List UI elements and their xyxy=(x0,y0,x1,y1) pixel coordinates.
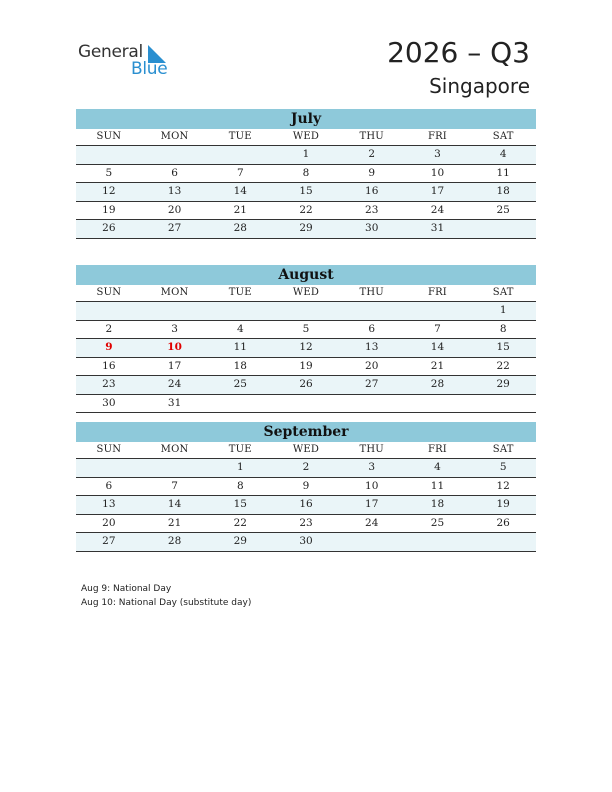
weekday-label: MON xyxy=(160,287,189,298)
day-cell: 5 xyxy=(105,166,113,179)
day-cell: 14 xyxy=(233,185,247,197)
day-cell: 11 xyxy=(496,166,510,179)
month-header: September xyxy=(76,422,536,442)
holiday-note: Aug 10: National Day (substitute day) xyxy=(81,598,252,608)
empty-day-cell xyxy=(273,395,339,413)
weekday-label: THU xyxy=(359,131,384,142)
month-september xyxy=(76,422,536,552)
weekday-label: SUN xyxy=(96,287,122,298)
weekday-label: SAT xyxy=(492,444,514,455)
week-row xyxy=(76,339,536,358)
week-row xyxy=(76,146,536,165)
day-cell: 5 xyxy=(302,322,310,335)
empty-day-cell xyxy=(405,533,471,551)
day-cell: 7 xyxy=(171,479,178,492)
empty-day-cell xyxy=(142,146,208,164)
weekday-label: TUE xyxy=(228,131,252,142)
empty-day-cell xyxy=(207,395,273,413)
week-row xyxy=(76,321,536,340)
generalblue-logo xyxy=(78,42,188,82)
weekday-header-row xyxy=(76,129,536,146)
day-cell: 6 xyxy=(105,479,113,492)
day-cell: 10 xyxy=(167,341,182,353)
day-cell: 7 xyxy=(434,322,441,335)
empty-day-cell xyxy=(76,146,142,164)
day-cell: 30 xyxy=(102,396,116,409)
empty-day-cell xyxy=(405,395,471,413)
day-cell: 27 xyxy=(102,535,116,547)
day-cell: 7 xyxy=(236,166,244,179)
week-row xyxy=(76,220,536,239)
day-cell: 19 xyxy=(102,203,116,216)
day-cell: 21 xyxy=(233,203,247,216)
day-cell: 16 xyxy=(365,185,379,197)
month-august xyxy=(76,265,536,413)
weekday-header-row xyxy=(76,442,536,459)
day-cell: 26 xyxy=(102,222,116,234)
day-cell: 10 xyxy=(430,166,445,179)
logo-text-general: General xyxy=(78,42,143,62)
day-cell: 3 xyxy=(368,461,376,473)
day-cell: 14 xyxy=(430,341,445,353)
day-cell: 28 xyxy=(233,222,247,234)
empty-day-cell xyxy=(207,146,273,164)
day-cell: 24 xyxy=(167,378,182,390)
day-cell: 9 xyxy=(368,166,376,179)
holiday-note: Aug 9: National Day xyxy=(81,584,172,594)
day-cell: 17 xyxy=(365,498,379,510)
day-cell: 22 xyxy=(299,203,313,216)
weekday-label: WED xyxy=(292,287,320,298)
empty-day-cell xyxy=(339,533,405,551)
empty-day-cell xyxy=(339,302,405,320)
weekday-label: MON xyxy=(160,131,189,142)
day-cell: 1 xyxy=(302,148,310,160)
day-cell: 5 xyxy=(499,461,507,473)
day-cell: 26 xyxy=(496,516,510,529)
day-cell: 25 xyxy=(233,378,247,390)
day-cell: 2 xyxy=(368,148,376,160)
day-cell: 6 xyxy=(368,322,376,335)
day-cell: 3 xyxy=(171,322,178,335)
month-header: July xyxy=(76,109,536,129)
day-cell: 17 xyxy=(430,185,445,197)
empty-day-cell xyxy=(207,302,273,320)
day-cell: 16 xyxy=(102,359,116,372)
weekday-label: SUN xyxy=(96,131,122,142)
day-cell: 13 xyxy=(102,498,116,510)
day-cell: 25 xyxy=(496,203,510,216)
day-cell: 25 xyxy=(430,516,445,529)
week-row xyxy=(76,459,536,478)
day-cell: 26 xyxy=(299,378,313,390)
day-cell: 23 xyxy=(299,516,313,529)
day-cell: 20 xyxy=(102,516,116,529)
day-cell: 23 xyxy=(365,203,379,216)
day-cell: 21 xyxy=(430,359,445,372)
day-cell: 2 xyxy=(302,461,310,473)
day-cell: 14 xyxy=(167,498,182,510)
empty-day-cell xyxy=(76,459,142,477)
day-cell: 24 xyxy=(430,203,445,216)
day-cell: 9 xyxy=(302,479,310,492)
day-cell: 29 xyxy=(233,535,247,547)
weekday-label: FRI xyxy=(427,287,447,298)
holiday-notes xyxy=(81,582,251,610)
day-cell: 12 xyxy=(102,185,116,197)
week-row xyxy=(76,533,536,552)
day-cell: 9 xyxy=(105,341,113,353)
day-cell: 17 xyxy=(167,359,182,372)
day-cell: 1 xyxy=(236,461,244,473)
weekday-label: TUE xyxy=(228,444,252,455)
day-cell: 8 xyxy=(302,166,310,179)
weekday-label: THU xyxy=(359,444,384,455)
day-cell: 30 xyxy=(299,535,313,547)
day-cell: 4 xyxy=(499,148,507,160)
day-cell: 20 xyxy=(167,203,182,216)
day-cell: 27 xyxy=(167,222,182,234)
day-cell: 15 xyxy=(299,185,313,197)
empty-day-cell xyxy=(470,395,536,413)
week-row xyxy=(76,358,536,377)
weekday-label: FRI xyxy=(427,131,447,142)
day-cell: 13 xyxy=(365,341,379,353)
weekday-label: SUN xyxy=(96,444,122,455)
logo-text-blue: Blue xyxy=(131,59,168,79)
weekday-label: THU xyxy=(359,287,384,298)
day-cell: 2 xyxy=(105,322,113,335)
day-cell: 18 xyxy=(430,498,445,510)
weekday-label: SAT xyxy=(492,287,514,298)
month-header: August xyxy=(76,265,536,285)
day-cell: 19 xyxy=(299,359,313,372)
day-cell: 15 xyxy=(496,341,510,353)
day-cell: 31 xyxy=(167,396,182,409)
day-cell: 29 xyxy=(299,222,313,234)
week-row xyxy=(76,478,536,497)
empty-day-cell xyxy=(76,302,142,320)
week-row xyxy=(76,395,536,414)
weekday-label: WED xyxy=(292,444,320,455)
day-cell: 1 xyxy=(499,304,507,316)
day-cell: 28 xyxy=(167,535,182,547)
page-title: 2026 – Q3 xyxy=(387,36,530,69)
empty-day-cell xyxy=(470,533,536,551)
week-row xyxy=(76,496,536,515)
week-row xyxy=(76,165,536,184)
day-cell: 12 xyxy=(496,479,510,492)
day-cell: 11 xyxy=(430,479,445,492)
day-cell: 3 xyxy=(434,148,441,160)
day-cell: 20 xyxy=(365,359,379,372)
day-cell: 19 xyxy=(496,498,510,510)
day-cell: 13 xyxy=(167,185,182,197)
day-cell: 22 xyxy=(233,516,247,529)
weekday-label: SAT xyxy=(492,131,514,142)
day-cell: 28 xyxy=(430,378,445,390)
weekday-header-row xyxy=(76,285,536,302)
day-cell: 18 xyxy=(496,185,510,197)
day-cell: 4 xyxy=(434,461,441,473)
empty-day-cell xyxy=(470,220,536,238)
week-row xyxy=(76,376,536,395)
week-row xyxy=(76,302,536,321)
day-cell: 21 xyxy=(167,516,182,529)
day-cell: 8 xyxy=(236,479,244,492)
day-cell: 23 xyxy=(102,378,116,390)
month-july xyxy=(76,109,536,239)
empty-day-cell xyxy=(142,302,208,320)
empty-day-cell xyxy=(273,302,339,320)
day-cell: 16 xyxy=(299,498,313,510)
day-cell: 10 xyxy=(365,479,379,492)
day-cell: 30 xyxy=(365,222,379,234)
day-cell: 12 xyxy=(299,341,313,353)
weekday-label: FRI xyxy=(427,444,447,455)
day-cell: 15 xyxy=(233,498,247,510)
day-cell: 22 xyxy=(496,359,510,372)
day-cell: 27 xyxy=(365,378,379,390)
week-row xyxy=(76,202,536,221)
weekday-label: MON xyxy=(160,444,189,455)
weekday-label: WED xyxy=(292,131,320,142)
day-cell: 31 xyxy=(430,222,445,234)
day-cell: 8 xyxy=(499,322,507,335)
empty-day-cell xyxy=(339,395,405,413)
day-cell: 29 xyxy=(496,378,510,390)
day-cell: 6 xyxy=(171,166,178,179)
day-cell: 4 xyxy=(236,322,244,335)
empty-day-cell xyxy=(142,459,208,477)
day-cell: 11 xyxy=(233,341,247,353)
day-cell: 18 xyxy=(233,359,247,372)
country-name: Singapore xyxy=(429,74,530,98)
day-cell: 24 xyxy=(365,516,379,529)
weekday-label: TUE xyxy=(228,287,252,298)
empty-day-cell xyxy=(405,302,471,320)
week-row xyxy=(76,515,536,534)
week-row xyxy=(76,183,536,202)
